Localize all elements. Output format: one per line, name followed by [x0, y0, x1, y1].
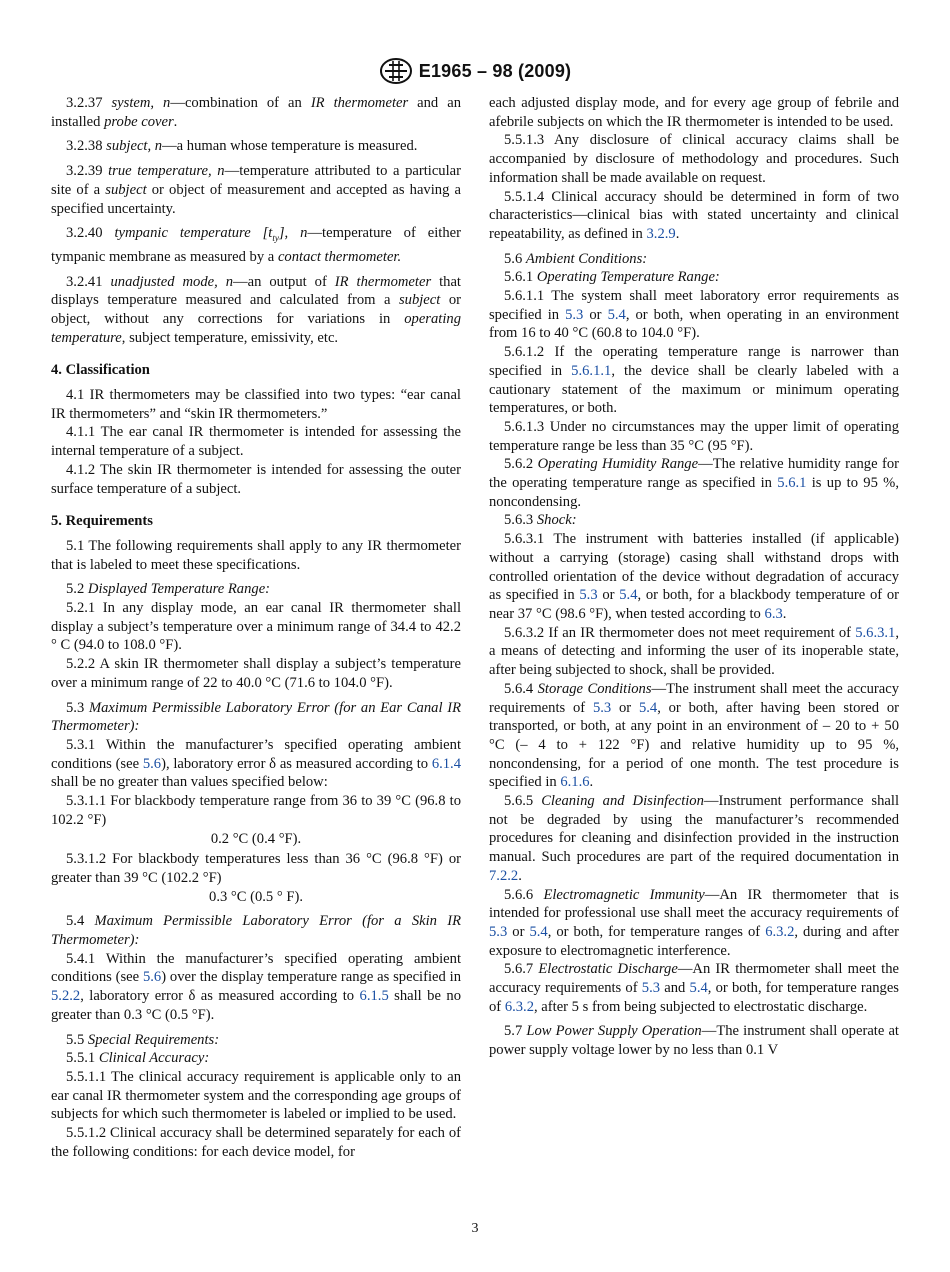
ref-link[interactable]: 5.6.1: [777, 475, 807, 492]
para-5-5: 5.5 Special Requirements:: [66, 1031, 220, 1048]
section-heading-classification: 4. Classification: [51, 362, 150, 379]
def-3-2-41: 3.2.41 unadjusted mode, n—an output of IR thermometer that displays temperature measured and calculated from a subject or object, without any corrections for variations in operating temperature, subject temperature, emissivity, etc.: [51, 273, 461, 346]
ref-link[interactable]: 6.3.2: [765, 923, 795, 940]
para-5-2-2: 5.2.2 A skin IR thermometer shall display a subject’s temperature over a minimum range of 22 to 40.0 °C (71.6 to 104.0 °F).: [51, 656, 461, 691]
ref-link[interactable]: 5.3: [641, 980, 661, 997]
ref-link[interactable]: 5.4: [529, 923, 548, 940]
para-5-5-1-4: 5.5.1.4 Clinical accuracy should be determined in form of two characteristics—clinical bias with stated uncertainty and clinical repeatability, as defined in 3.2.9.: [489, 188, 899, 242]
para-5-6-1-3: 5.6.1.3 Under no circumstances may the upper limit of operating temperature range be less than 35 °C (95 °F).: [489, 418, 899, 454]
para-4-1: 4.1 IR thermometers may be classified into two types: “ear canal IR thermometers” and “skin IR thermometers.”: [51, 387, 461, 422]
ref-link[interactable]: 5.4: [689, 980, 708, 997]
right-column: [489, 94, 899, 1060]
ref-link[interactable]: 5.3: [592, 699, 612, 716]
para-5-6-7: 5.6.7 Electrostatic Discharge—An IR thermometer shall meet the accuracy requirements of 5.3 and 5.4, or both, for temperature ranges of 6.3.2, after 5 s from being subjected to electrostatic discharge.: [489, 961, 900, 1015]
para-5-3-1-1: 5.3.1.1 For blackbody temperature range from 36 to 39 °C (96.8 to 102.2 °F): [51, 793, 461, 828]
para-5-5-1-2-cont: each adjusted display mode, and for every age group of febrile and afebrile subjects on which the IR thermometer is intended to be used.: [489, 95, 899, 130]
para-5-3: 5.3 Maximum Permissible Laboratory Error (for an Ear Canal IR Thermometer):: [51, 699, 461, 735]
para-5-1: 5.1 The following requirements shall apply to any IR thermometer that is labeled to meet these specifications.: [51, 537, 461, 573]
value-5-3-1-2: 0.3 °C (0.5 ° F).: [209, 888, 303, 905]
para-5-6-1-2: 5.6.1.2 If the operating temperature range is narrower than specified in 5.6.1.1, the device shall be clearly labeled with a cautionary statement of the maximum or minimum operating temperatures, or both.: [489, 344, 900, 417]
para-5-6-3-2: 5.6.3.2 If an IR thermometer does not meet requirement of 5.6.3.1, a means of detecting and informing the user of its inoperable state, after being subjected to shock, shall be provided.: [489, 624, 899, 679]
section-heading-requirements: 5. Requirements: [51, 513, 153, 530]
para-4-1-2: 4.1.2 The skin IR thermometer is intended for assessing the outer surface temperature of a subject.: [51, 461, 461, 497]
ref-link[interactable]: 5.4: [619, 587, 638, 604]
ref-link[interactable]: 6.1.6: [560, 774, 590, 791]
para-5-6-1-1: 5.6.1.1 The system shall meet laboratory error requirements as specified in 5.3 or 5.4, or both, when operating in an environment from 16 to 40 °C (60.8 to 104.0 °F).: [489, 288, 900, 342]
para-5-6-6: 5.6.6 Electromagnetic Immunity—An IR thermometer that is intended for professional use shall meet the accuracy requirements of 5.3 or 5.4, or both, for temperature ranges of 6.3.2, during and after exposure to electromagnetic interference.: [489, 886, 899, 959]
astm-logo-icon: [379, 57, 413, 85]
para-5-6-4: 5.6.4 Storage Conditions—The instrument shall meet the accuracy requirements of 5.3 or 5.4, or both, after having been stored or transported, or both, at any point in an environment of – 20 to + 50 °C (– 4 to + 122 °F) and relative humidity up to 95 %, noncondensing, for a period of one month. The test procedure is specified in 6.1.6.: [489, 680, 900, 791]
document-id: E1965 – 98 (2009): [418, 60, 572, 81]
para-5-6-2: 5.6.2 Operating Humidity Range—The relative humidity range for the operating temperature range as specified in 5.6.1 is up to 95 %, noncondensing.: [489, 456, 899, 510]
ref-link[interactable]: 7.2.2: [489, 867, 519, 884]
ref-link[interactable]: 5.3: [489, 923, 508, 940]
ref-link[interactable]: 6.1.4: [431, 755, 461, 772]
para-5-6: 5.6 Ambient Conditions:: [504, 250, 648, 267]
ref-link[interactable]: 5.6.3.1: [855, 624, 896, 641]
def-3-2-40: 3.2.40 tympanic temperature $[t_{ty}]$, n—temperature of either tympanic membrane as measured by a contact thermometer.: [51, 225, 461, 265]
value-5-3-1-1: 0.2 °C (0.4 °F).: [210, 830, 302, 847]
ref-link[interactable]: 5.3: [579, 587, 598, 604]
para-4-1-1: 4.1.1 The ear canal IR thermometer is intended for assessing the internal temperature of a subject.: [51, 424, 461, 460]
ref-link[interactable]: 5.6: [142, 755, 162, 772]
def-3-2-37: 3.2.37 system, n—combination of an IR thermometer and an installed probe cover.: [51, 95, 461, 130]
para-5-4: 5.4 Maximum Permissible Laboratory Error (for a Skin IR Thermometer):: [51, 913, 461, 949]
ref-link[interactable]: 5.4: [638, 699, 658, 716]
para-5-5-1-3: 5.5.1.3 Any disclosure of clinical accuracy claims shall be accompanied by disclosure of methodology and procedures. Such information shall be made available on request.: [489, 132, 899, 186]
def-3-2-39: 3.2.39 true temperature, n—temperature attributed to a particular site of a subject or object of measurement and accepted as having a specified uncertainty.: [51, 163, 461, 217]
para-5-5-1-2: 5.5.1.2 Clinical accuracy shall be determined separately for each of the following conditions: for each device model, for: [51, 1125, 461, 1160]
para-5-7: 5.7 Low Power Supply Operation—The instrument shall operate at power supply voltage lower by no less than 0.1 V: [489, 1023, 899, 1059]
ref-link[interactable]: 5.6.1.1: [571, 362, 612, 379]
para-5-6-3: 5.6.3 Shock:: [504, 512, 577, 529]
para-5-6-5: 5.6.5 Cleaning and Disinfection—Instrument performance shall not be degraded by using the manufacturer’s recommended procedures for cleaning and disinfection provided in the instruction manual. Such procedures are part of the required documentation in 7.2.2.: [489, 793, 899, 884]
para-5-3-1-2: 5.3.1.2 For blackbody temperatures less than 36 °C (96.8 °F) or greater than 39 °C (102.2 °F): [51, 851, 461, 886]
ref-link[interactable]: 6.3.2: [504, 998, 534, 1015]
para-5-6-3-1: 5.6.3.1 The instrument with batteries installed (if applicable) without a carrying (storage) casing shall withstand drops with controlled orientation of the device without degradation of accuracy as specified in 5.3 or 5.4, or both, for a blackbody temperature of or near 37 °C (98.6 °F), when tested according to 6.3.: [489, 531, 899, 622]
ref-link[interactable]: 5.6: [142, 969, 162, 986]
page-header: [0, 56, 950, 86]
def-3-2-38: 3.2.38 subject, n—a human whose temperature is measured.: [66, 138, 418, 155]
para-5-5-1: 5.5.1 Clinical Accuracy:: [66, 1050, 210, 1067]
ref-link[interactable]: 5.2.2: [51, 988, 81, 1005]
page-number: 3: [471, 1221, 479, 1236]
para-5-3-1: 5.3.1 Within the manufacturer’s specified operating ambient conditions (see 5.6), laboratory error δ as measured according to 6.1.4 shall be no greater than values specified below:: [51, 737, 461, 791]
ref-link[interactable]: 6.3: [764, 605, 783, 622]
left-column: [51, 94, 461, 1161]
para-5-2: 5.2 Displayed Temperature Range:: [66, 581, 271, 598]
ref-link[interactable]: 5.4: [607, 306, 626, 323]
ref-link[interactable]: 6.1.5: [359, 988, 389, 1005]
ref-link[interactable]: 3.2.9: [646, 225, 676, 242]
para-5-2-1: 5.2.1 In any display mode, an ear canal IR thermometer shall display a subject’s temperature over a minimum range of 34.4 to 42.2 ° C (94.0 to 108.0 °F).: [51, 600, 461, 654]
ref-link[interactable]: 5.3: [565, 306, 584, 323]
para-5-4-1: 5.4.1 Within the manufacturer’s specified operating ambient conditions (see 5.6) over the display temperature range as specified in 5.2.2, laboratory error δ as measured according to 6.1.5 shall be no greater than 0.3 °C (0.5 °F).: [51, 950, 461, 1023]
para-5-6-1: 5.6.1 Operating Temperature Range:: [504, 269, 720, 286]
para-5-5-1-1: 5.5.1.1 The clinical accuracy requirement is applicable only to an ear canal IR thermometer system and the corresponding age groups of subjects for which such thermometer is labeled or implied to be used.: [51, 1068, 461, 1123]
